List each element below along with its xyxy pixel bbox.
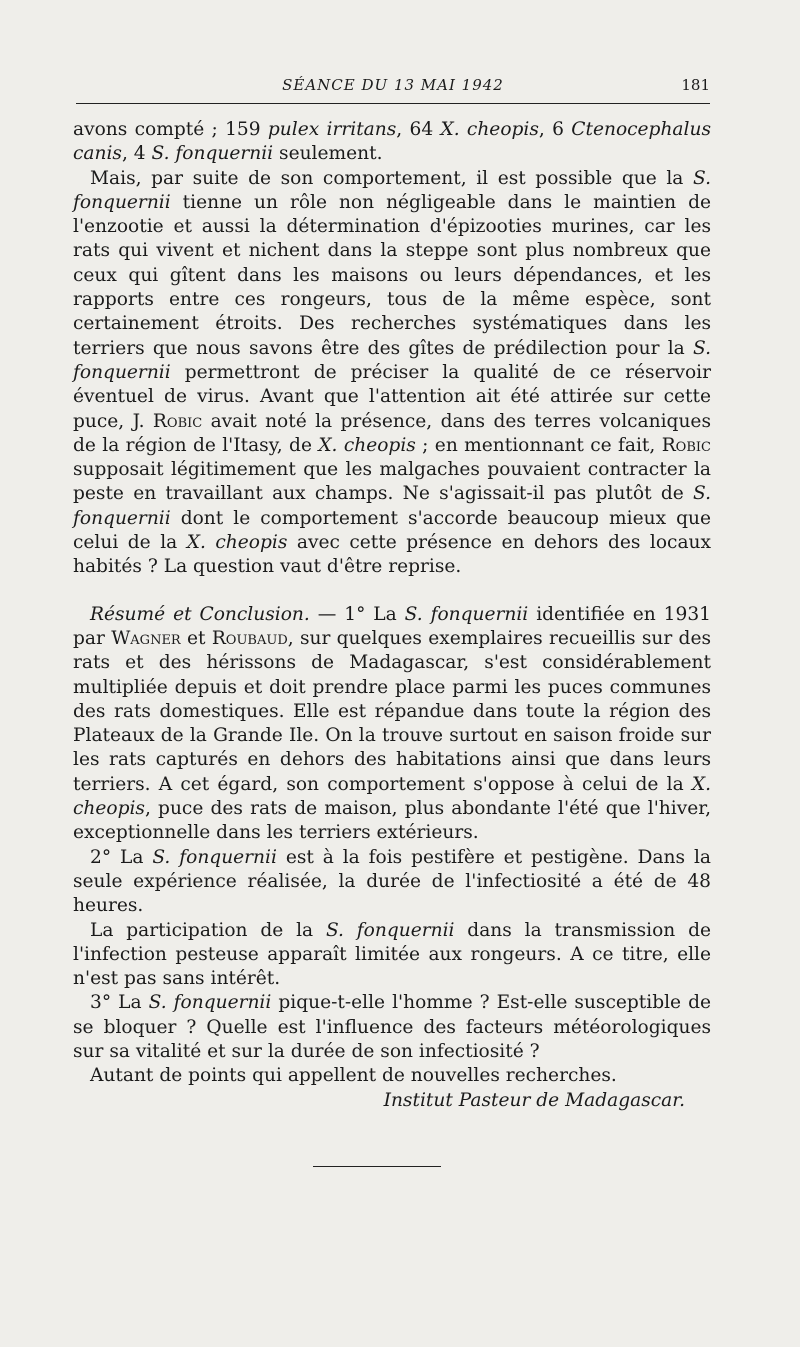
italic-run: Ctenocephalus canis bbox=[73, 119, 711, 165]
text-run: dont le comportement s'accorde beaucoup mieux que celui de la bbox=[73, 507, 711, 554]
text-run: 2° La bbox=[90, 846, 153, 868]
paragraph-closing bbox=[73, 1064, 711, 1088]
text-run: , puce des rats de maison, plus abondante l'été que l'hiver, exceptionnelle dans les terriers extérieurs. bbox=[73, 798, 711, 844]
author-name: Wagner bbox=[111, 627, 181, 649]
paragraph-point-2 bbox=[73, 846, 711, 919]
text-run: ; en mentionnant ce fait, bbox=[415, 434, 662, 456]
text-run: , 6 bbox=[538, 119, 572, 140]
paragraph-behaviour bbox=[73, 167, 711, 580]
text-run: tienne un rôle non négligeable dans le maintien de l'enzootie et aussi la détermination d'épizooties murines, car les rats qui vivent et nichent dans la steppe sont plus nombreux que ceux qui gîtent dans les maisons ou leurs dépendances, et les rapports entre ces rongeurs, tous de la même espèce, sont certainement étroits. Des recherches systématiques dans les terriers que nous savons être des gîtes de prédilection pour la bbox=[73, 191, 711, 359]
italic-run: S. fonquernii bbox=[73, 483, 711, 529]
author-name: Roubaud bbox=[211, 627, 288, 649]
body-text bbox=[73, 118, 711, 1113]
header-rule bbox=[76, 103, 710, 104]
italic-run: X. cheopis bbox=[186, 532, 288, 554]
running-header bbox=[76, 76, 710, 100]
italic-run: S. fonquernii bbox=[404, 603, 529, 625]
italic-run: X. cheopis bbox=[318, 434, 416, 456]
paragraph-participation bbox=[73, 919, 711, 992]
text-run: seulement. bbox=[273, 143, 383, 165]
text-run: avait noté la présence, dans des terres volcaniques de la région de l'Itasy, de bbox=[73, 410, 711, 456]
text-run: avec cette présence en dehors des locaux habités ? La question vaut d'être reprise. bbox=[73, 532, 711, 578]
text-run: Mais, par suite de son comportement, il est possible que la bbox=[90, 167, 693, 189]
text-run: est à la fois pestifère et pestigène. Dans la seule expérience réalisée, la durée de l'infectiosité a été de 48 heures. bbox=[73, 846, 711, 917]
text-run: 3° La bbox=[90, 992, 149, 1014]
text-run: , 4 bbox=[121, 143, 152, 165]
text-run: avons compté ; 159 bbox=[73, 119, 268, 140]
paragraph-summary bbox=[73, 603, 711, 846]
text-run: permettront de préciser la qualité de ce réservoir éventuel de virus. Avant que l'attention ait été attirée sur cette puce, J. bbox=[73, 361, 711, 432]
text-run: pique-t-elle l'homme ? Est-elle susceptible de se bloquer ? Quelle est l'influence des facteurs météorologiques sur sa vitalité et sur la durée de son infectiosité ? bbox=[73, 992, 711, 1062]
text-run: La participation de la bbox=[90, 919, 326, 941]
signature: Institut Pasteur de Madagascar. bbox=[383, 1089, 685, 1111]
text-run: — 1° La bbox=[309, 603, 405, 625]
paragraph-continuation bbox=[73, 118, 711, 167]
text-run: et bbox=[180, 627, 212, 649]
author-name: Robic bbox=[152, 410, 203, 432]
italic-run: S. fonquernii bbox=[73, 167, 711, 213]
italic-run: S. fonquernii bbox=[151, 143, 274, 165]
text-run: , sur quelques exemplaires recueillis sur des rats et des hérissons de Madagascar, s'est considérablement multipliée depuis et doit prendre place parmi les puces communes des rats domestiques. Elle est répandue dans toute la région des Plateaux de la Grande Ile. On la trouve surtout en saison froide sur les rats capturés en dehors des habitations ainsi que dans leurs terriers. A cet égard, son comportement s'oppose à celui de la bbox=[73, 627, 712, 795]
text-run: identifiée en 1931 par bbox=[73, 603, 711, 649]
text-run: dans la transmission de l'infection pesteuse apparaît limitée aux rongeurs. A ce titre, elle n'est pas sans intérêt. bbox=[73, 919, 711, 990]
italic-run: pulex irritans bbox=[267, 119, 397, 140]
text-run: Autant de points qui appellent de nouvelles recherches. bbox=[90, 1065, 617, 1087]
italic-run: S. fonquernii bbox=[152, 846, 277, 868]
page-number: 181 bbox=[681, 76, 710, 94]
text-run: , 64 bbox=[396, 119, 441, 140]
italic-run: S. fonquernii bbox=[73, 337, 711, 383]
end-rule bbox=[313, 1166, 441, 1167]
italic-run: X. cheopis bbox=[73, 773, 711, 820]
italic-run: S. fonquernii bbox=[325, 919, 455, 941]
header-title: SÉANCE DU 13 MAI 1942 bbox=[282, 76, 504, 94]
italic-run: S. fonquernii bbox=[148, 992, 272, 1014]
paragraph-point-3 bbox=[73, 991, 711, 1064]
italic-run: Résumé et Conclusion. bbox=[90, 603, 310, 625]
text-run: supposait légitimement que les malgaches pouvaient contracter la peste en travaillant aux champs. Ne s'agissait-il pas plutôt de bbox=[73, 459, 711, 505]
italic-run: X. cheopis bbox=[440, 119, 539, 140]
author-name: Robic bbox=[661, 434, 711, 456]
